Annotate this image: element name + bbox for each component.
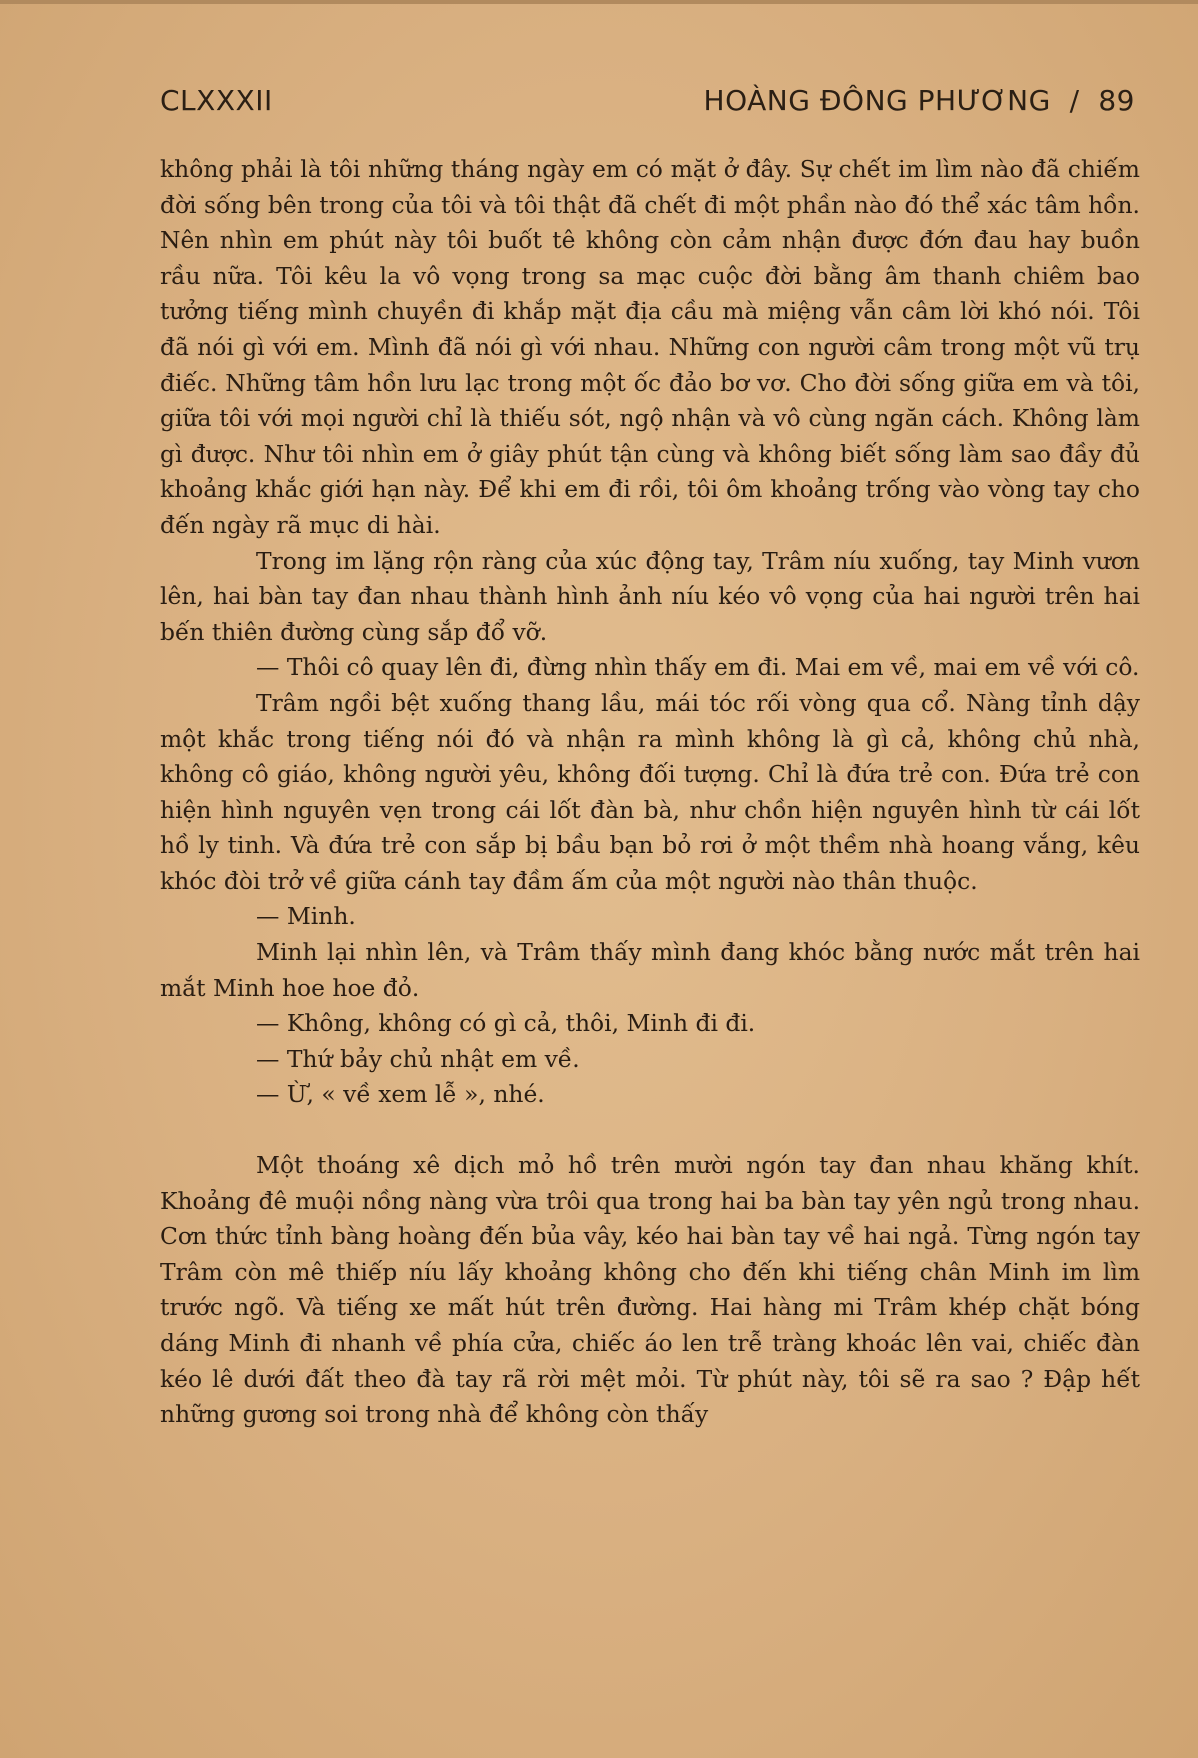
dialogue-line: — Thôi cô quay lên đi, đừng nhìn thấy em đi. Mai em về, mai em về với cô.: [256, 653, 1140, 682]
dialogue-line: — Minh.: [256, 902, 356, 931]
running-title: HOÀNG ĐÔNG PHƯƠNG: [703, 84, 1051, 117]
paragraph: Một thoáng xê dịch mỏ hồ trên mười ngón tay đan nhau khăng khít. Khoảng đê muội nồng nàng vừa trôi qua trong hai ba bàn tay yên ngủ trong nhau. Cơn thức tỉnh bàng hoàng đến bủa vây, kéo hai bàn tay về hai ngả. Từng ngón tay Trâm còn mê thiếp níu lấy khoảng không cho đến khi tiếng chân Minh im lìm trước ngõ. Và tiếng xe mất hút trên đường. Hai hàng mi Trâm khép chặt bóng dáng Minh đi nhanh về phía cửa, chiếc áo len trễ tràng khoác lên vai, chiếc đàn kéo lê dưới đất theo đà tay rã rời mệt mỏi. Từ phút này, tôi sẽ ra sao ? Đập hết những gương soi trong nhà để không còn thấy: [160, 1151, 1140, 1429]
header-separator: /: [1069, 84, 1080, 117]
paragraph: Minh lại nhìn lên, và Trâm thấy mình đang khóc bằng nước mắt trên hai mắt Minh hoe hoe đỏ.: [160, 938, 1140, 1002]
paragraph: Trong im lặng rộn ràng của xúc động tay, Trâm níu xuống, tay Minh vươn lên, hai bàn tay đan nhau thành hình ảnh níu kéo vô vọng của hai người trên hai bến thiên đường cùng sắp đổ vỡ.: [160, 546, 1140, 646]
paragraph: Trâm ngồi bệt xuống thang lầu, mái tóc rối vòng qua cổ. Nàng tỉnh dậy một khắc trong tiếng nói đó và nhận ra mình không là gì cả, không chủ nhà, không cô giáo, không người yêu, không đối tượng. Chỉ là đứa trẻ con. Đứa trẻ con hiện hình nguyên vẹn trong cái lốt đàn bà, như chồn hiện nguyên hình từ cái lốt hồ ly tinh. Và đứa trẻ con sắp bị bầu bạn bỏ rơi ở một thềm nhà hoang vắng, kêu khóc đòi trở về giữa cánh tay đầm ấm của một người nào thân thuộc.: [160, 688, 1140, 895]
page-edge: [0, 0, 1198, 4]
header-right: [704, 84, 1135, 117]
running-header: [160, 84, 1135, 124]
paragraph-continued: không phải là tôi những tháng ngày em có mặt ở đây. Sự chết im lìm nào đã chiếm đời sống bên trong của tôi và tôi thật đã chết đi một phần nào đó thể xác tâm hồn. Nên nhìn em phút này tôi buốt tê không còn cảm nhận được đớn đau hay buồn rầu nữa. Tôi kêu la vô vọng trong sa mạc cuộc đời bằng âm thanh chiêm bao tưởng tiếng mình chuyền đi khắp mặt địa cầu mà miệng vẫn câm lời khó nói. Tôi đã nói gì với em. Mình đã nói gì với nhau. Những con người câm trong một vũ trụ điếc. Những tâm hồn lưu lạc trong một ốc đảo bơ vơ. Cho đời sống giữa em và tôi, giữa tôi với mọi người chỉ là thiếu sót, ngộ nhận và vô cùng ngăn cách. Không làm gì được. Như tôi nhìn em ở giây phút tận cùng và không biết sống làm sao đầy đủ khoảng khắc giới hạn này. Để khi em đi rồi, tôi ôm khoảng trống vào vòng tay cho đến ngày rã mục di hài.: [160, 155, 1140, 539]
page-number: 89: [1098, 84, 1135, 117]
dialogue-line: — Không, không có gì cả, thôi, Minh đi đi.: [256, 1009, 756, 1038]
body-text: [160, 152, 1140, 1433]
chapter-number: CLXXXII: [160, 84, 273, 117]
dialogue-line: — Ừ, « về xem lễ », nhé.: [256, 1080, 545, 1109]
dialogue-line: — Thứ bảy chủ nhật em về.: [256, 1044, 580, 1073]
